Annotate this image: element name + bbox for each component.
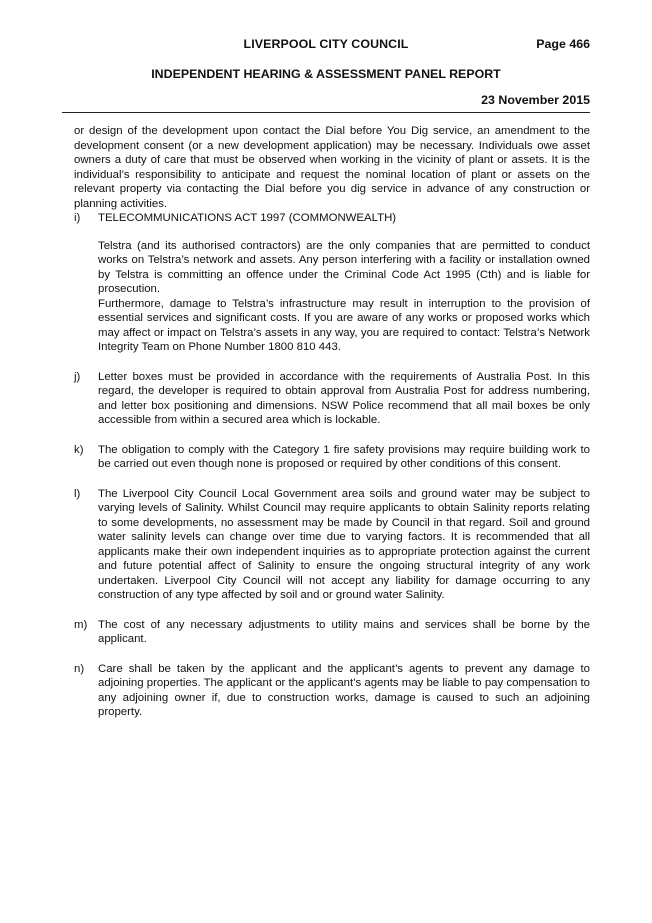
council-name: LIVERPOOL CITY COUNCIL [243, 37, 409, 51]
condition-item-n [74, 662, 590, 720]
condition-item-j [74, 370, 590, 428]
condition-item-m [74, 618, 590, 647]
condition-item-l [74, 487, 590, 603]
item-text: The obligation to comply with the Category 1 fire safety provisions may require building work to be carried out even though none is proposed or required by other conditions of this consent. [98, 443, 590, 470]
item-paragraph: Telstra (and its authorised contractors) are the only companies that are permitted to conduct works on Telstra’s network and assets. Any person interfering with a facility or installation owned by Telstra is committing an offence under the Criminal Code Act 1995 (Cth) and is liable for prosecution. [98, 239, 590, 295]
item-marker: l) [74, 487, 81, 500]
item-text: The cost of any necessary adjustments to utility mains and services shall be borne by the applicant. [98, 618, 590, 645]
condition-item-k [74, 443, 590, 472]
item-text: The Liverpool City Council Local Government area soils and ground water may be subject to varying levels of Salinity. Whilst Council may require applicants to obtain Salinity reports relating to some developments, no assessment may be made by Council in that regard. Soil and ground water salinity levels can change over time due to varying factors. It is recommended that all applicants make their own independent inquiries as to appropriate protection against the current and future potential affect of Salinity to ensure the ongoing structural integrity of any work undertaken. Liverpool City Council will not accept any liability for damage occurring to any construction of any type affected by soil and or ground water Salinity. [98, 487, 590, 601]
item-text: Care shall be taken by the applicant and the applicant’s agents to prevent any damage to adjoining properties. The applicant or the applicant’s agents may be liable to pay compensation to any adjoining owner if, due to construction works, damage is caused to such an adjoining property. [98, 662, 590, 718]
header-divider [62, 112, 590, 113]
report-date: 23 November 2015 [481, 93, 590, 107]
item-marker: m) [74, 618, 88, 631]
item-text: Letter boxes must be provided in accordance with the requirements of Australia Post. In this regard, the developer is required to obtain approval from Australia Post for address numbering, and letter box positioning and dimensions. NSW Police recommend that all mail boxes be only accessible from within a secured area which is lockable. [98, 370, 590, 426]
item-marker: n) [74, 662, 85, 675]
document-body [74, 124, 590, 735]
condition-item-i [74, 211, 590, 355]
page-number: Page 466 [536, 37, 590, 51]
continuation-paragraph: or design of the development upon contact the Dial before You Dig service, an amendment to the development consent (or a new development application) may be necessary. Individuals owe asset owners a duty of care that must be observed when working in the vicinity of plant or assets. It is the individual’s responsibility to anticipate and request the nominal location of plant or assets on the relevant property via contacting the Dial before you dig service in advance of any construction or planning activities. [74, 125, 590, 210]
report-title: INDEPENDENT HEARING & ASSESSMENT PANEL REPORT [151, 67, 501, 81]
item-marker: k) [74, 443, 84, 456]
item-marker: i) [74, 212, 81, 224]
item-paragraph: Furthermore, damage to Telstra’s infrastructure may result in interruption to the provision of essential services and significant costs. If you are aware of any works or proposed works which may affect or impact on Telstra’s assets in any way, you are required to contact: Telstra’s Network Integrity Team on Phone Number 1800 810 443. [98, 297, 590, 353]
item-marker: j) [74, 370, 81, 383]
item-heading: TELECOMMUNICATIONS ACT 1997 (COMMONWEALTH) [98, 212, 397, 224]
